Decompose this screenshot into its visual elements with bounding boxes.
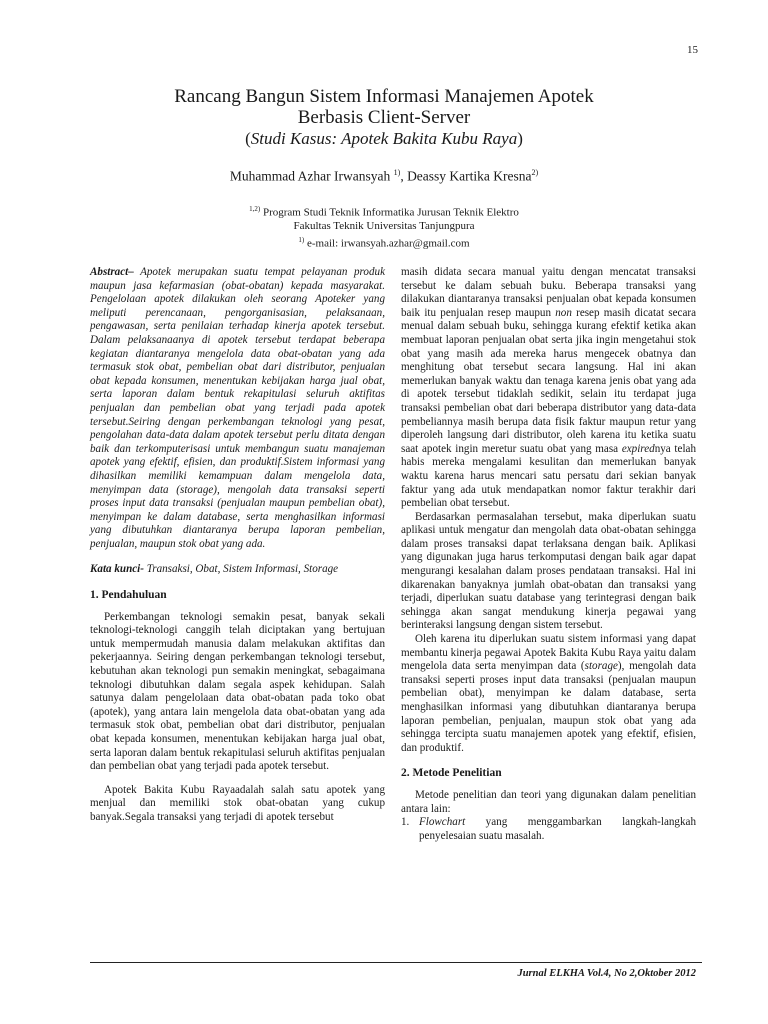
affiliation-mark: 1,2) xyxy=(249,205,261,213)
left-column xyxy=(90,266,385,825)
author-1: Muhammad Azhar Irwansyah xyxy=(229,168,394,184)
section-heading-methods: 2. Metode Penelitian xyxy=(401,767,502,780)
para2-cont-b: resep masih dicatat secara menual dalam sebuah buku, sehingga kurang efektif ketika akan membuat laporan penjualan obat serta jika ingin mengetahui stok obat yang masih ada mereka harus mengecek obatnya dan menghitung obat tersebut secara langsung. Hal ini akan memerlukan banyak waktu dan tenaga karena jenis obat yang ada di apotek tersebut tidaklah sedikit, selain itu terdapat juga transaksi pembelian obat dari beberapa distributor yang data-data pembeliannya masih berupa data fisik faktur maupun retur yang diperoleh langsung dari distributor, oleh karena itu ketika suatu saat apotek ingin meretur suatu obat yang masa xyxy=(401,306,696,455)
paper-title-line2: Berbasis Client-Server xyxy=(297,107,471,128)
affiliation-line1 xyxy=(90,203,678,220)
keywords-label: Kata kunci- xyxy=(90,563,144,576)
authors xyxy=(90,168,678,185)
paper-subtitle xyxy=(90,128,678,149)
author-email: e-mail: irwansyah.azhar@gmail.com xyxy=(304,237,470,250)
right-column xyxy=(401,266,696,843)
abstract-text: Apotek merupakan suatu tempat pelayanan produk maupun jasa kefarmasian (obat-obatan) kepada masyarakat. Pengelolaan apotek dilakukan oleh seorang Apoteker yang meliputi perencanaan, pengorganisasian, pelaksanaan, pengawasan, serta penilaian terhadap kinerja apotek tersebut. Dalam pelaksanaanya di apotek tersebut terdapat beberapa kegiatan diantaranya mengelola data obat-obatan yang ada termasuk stok obat, pembelian obat dari distributor, penjualan obat kepada konsumen, menentukan kebijakan harga jual obat, serta laporan dalam bentuk rekapitulasi seluruh aktifitas penjualan dan pembelian obat yang terjadi pada apotek tersebut.Seiring dengan perkembangan teknologi yang pesat, pengolahan data-data dalam apotek tersebut perlu ditata dengan baik dan terkomputerisasi untuk membangun suatu manajeman apotek yang efektif, efisien, dan produktif.Sistem informasi yang dihasilkan memiliki kemampuan dalam mengelola data, menyimpan data (storage), mengolah data transaksi seperti proses input data transaksi (penjualan maupun pembelian obat), menyimpan ke dalam database, serta menghasilkan informasi yang dibutuhkan diantaranya berupa laporan pembelian, penjualan, maupun stok obat yang ada. xyxy=(90,266,385,550)
abstract-label: Abstract– xyxy=(90,266,134,278)
affiliation xyxy=(90,203,678,251)
para2-cont-a: masih didata secara manual yaitu dengan mencatat transaksi tersebut ke dalam sebuah buku. Beberapa transaksi yang dilakukan diantaranya transaksi penjualan obat kepada konsumen baik itu penjualan resep maupun xyxy=(401,266,696,319)
affiliation-program: Program Studi Teknik Informatika Jurusan Teknik Elektro xyxy=(260,206,519,219)
title-block xyxy=(90,86,678,149)
list-item-text xyxy=(419,816,696,843)
intro-paragraph-1: Perkembangan teknologi semakin pesat, banyak sekali teknologi-teknologi canggih telah diciptakan yang bertujuan untuk mempermudah manusia dalam melakukan aktifitas dan pekerjaannya. Seiring dengan perkembangan teknologi tersebut, kebutuhan akan teknologi pun semakin meningkat, sebagaimana teknologi dibutuhkan dalam segala aspek kehidupan. Salah satunya dalam pengelolaan data obat-obatan pada toko obat (apotek), yang antara lain mengelola data obat-obatan yang ada termasuk stok obat, pembelian obat dari distributor, penjualan obat kepada konsumen, menentukan kebijakan harga jual obat, serta laporan dalam bentuk rekapitulasi seluruh aktifitas penjualan dan pembelian obat yang terjadi pada apotek tersebut. xyxy=(90,610,385,773)
intro-paragraph-2-continued xyxy=(401,266,696,511)
paper-title-line1: Rancang Bangun Sistem Informasi Manajemen Apotek xyxy=(174,86,594,107)
section-heading-introduction: 1. Pendahuluan xyxy=(90,589,167,602)
para2-cont-c: nya telah habis mereka mengalami kesulitan dan memerlukan banyak waktu karena harus mencari satu persatu dari sekian banyak faktur yang ada utuk mendapatkan nomor faktur terakhir dari pembelian obat tersebut. xyxy=(401,442,696,510)
keywords xyxy=(90,563,385,577)
affiliation-line3 xyxy=(90,234,678,251)
methods-list xyxy=(401,816,696,843)
list-item-flowchart: Flowchart xyxy=(419,816,466,829)
para2-cont-italic-non: non xyxy=(555,306,572,319)
methods-intro: Metode penelitian dan teori yang digunakan dalam penelitian antara lain: xyxy=(401,788,696,815)
abstract xyxy=(90,266,385,551)
para4-italic-storage: storage xyxy=(584,660,618,673)
author-2: Deassy Kartika Kresna xyxy=(407,168,532,184)
subtitle-case-study: Studi Kasus: Apotek Bakita Kubu Raya xyxy=(250,129,518,148)
footer-divider xyxy=(90,962,702,963)
keywords-text: Transaksi, Obat, Sistem Informasi, Storage xyxy=(143,563,339,576)
list-item-desc: yang menggambarkan langkah-langkah penyelesaian suatu masalah. xyxy=(419,816,696,842)
subtitle-open: ( xyxy=(245,129,251,148)
journal-footer: Jurnal ELKHA Vol.4, No 2,Oktober 2012 xyxy=(517,968,696,979)
author-separator: , xyxy=(400,168,408,184)
email-mark: 1) xyxy=(298,235,305,244)
author-2-mark: 2) xyxy=(531,168,539,177)
intro-paragraph-4 xyxy=(401,633,696,755)
page-number: 15 xyxy=(687,44,698,56)
list-item-number: 1. xyxy=(401,816,410,829)
intro-paragraph-2: Apotek Bakita Kubu Rayaadalah salah satu apotek yang menjual dan memiliki stok obat-obatan yang cukup banyak.Segala transaksi yang terjadi di apotek tersebut xyxy=(90,783,385,823)
affiliation-line2: Fakultas Teknik Universitas Tanjungpura xyxy=(293,220,475,233)
para4-b: ), mengolah data transaksi seperti proses input data transaksi (penjualan maupun pembelian obat), menyimpan ke dalam database, serta menghasilkan informasi yang dibutuhkan diantaranya berupa laporan pembelian, penjualan, maupun stok obat yang ada sehingga tercipta suatu manajemen apotek yang efektif, efisien, dan produktif. xyxy=(401,660,696,754)
author-1-mark: 1) xyxy=(393,168,401,177)
para2-cont-italic-expired: expired xyxy=(621,442,655,455)
para4-a: Oleh karena itu diperlukan suatu sistem informasi yang dapat membantu kinerja pegawai Apotek Bakita Kubu Raya yaitu dalam mengelola data serta menyimpan data ( xyxy=(401,633,696,673)
list-item xyxy=(401,816,696,843)
subtitle-close: ) xyxy=(517,129,523,148)
intro-paragraph-3: Berdasarkan permasalahan tersebut, maka diperlukan suatu aplikasi untuk mengatur dan mengolah data obat-obatan sehingga dalam proses transaksi dapat terlaksana dengan baik. Aplikasi yang digunakan juga harus terkomputasi dengan baik agar dapat mengurangi kesalahan dalam proses pendataan transaksi. Hal ini dikarenakan banyaknya jumlah obat-obatan dan transaksi yang terjadi, diperlukan suatu database yang terintegrasi dengan baik sehingga akan sangat mendukung kinerja pegawai yang berinteraksi langsung dengan sistem tersebut. xyxy=(401,510,696,632)
